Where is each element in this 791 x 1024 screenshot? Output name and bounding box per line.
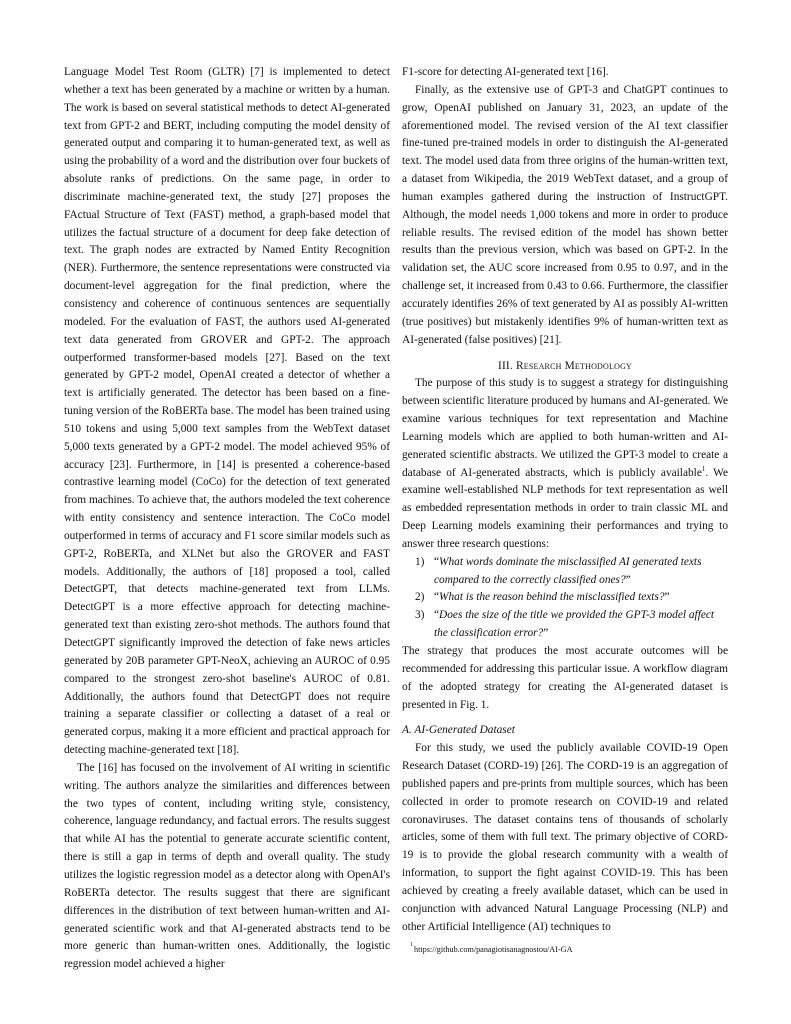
methodology-text: The purpose of this study is to suggest a strategy for distinguishing between scientific literature produced by humans and AI-generated. We examine various techniques for text representation and Machine Learning models which are applied to both human-written and AI-generated scientific abstracts. We utilized the GPT-3 model to create a database of AI-generated abstracts, which is publicly available (402, 377, 728, 479)
footnote-reference: 1 (701, 464, 706, 473)
right-paragraph-5: For this study, we used the publicly available COVID-19 Open Research Dataset (CORD-19) [26]. The CORD-19 is an aggregation of published papers and pre-prints from multiple sources, which has been collected in order to promote research on COVID-19 and related coronaviruses. The dataset contains tens of thousands of scholarly articles, some of them with full text. The primary objective of CORD-19 is to provide the global research community with a wealth of information, to support the fight against COVID-19. This has been achieved by creating a freely available dataset, which can be used in conjunction with advanced Natural Language Processing (NLP) and other Artificial Intelligence (AI) techniques to (402, 742, 728, 933)
section-heading (402, 358, 728, 376)
section-numeral: III. (497, 359, 513, 372)
methodology-text-end: . We examine well-established NLP methods for text representation as well as embedded representation methods in order to train classic ML and Deep Learning models examining their performances and trying to answer three research questions: (402, 466, 728, 550)
research-question: 2) “What is the reason behind the misclassified texts?” (415, 591, 670, 604)
research-question: 3) “Does the size of the title we provided the GPT-3 model affect the classification error?” (415, 609, 715, 640)
research-questions-list (402, 554, 728, 643)
right-column (402, 64, 728, 955)
subsection-heading: A. AI-Generated Dataset (402, 724, 515, 737)
left-column (64, 64, 390, 974)
right-paragraph-2: Finally, as the extensive use of GPT-3 and ChatGPT continues to grow, OpenAI published on January 31, 2023, an update of the aforementioned model. The revised version of the AI text classifier fine-tuned pre-trained models in order to distinguish the AI-generated text. The model used data from three origins of the human-written text, a dataset from Wikipedia, the 2019 WebText dataset, and a group of human examples gathered during the instruction of InstructGPT. Although, the model needs 1,000 tokens and more in order to produce reliable results. The revised edition of the model has shown better results than the previous version, which was based on GPT-2. In the validation set, the AUC score increased from 0.95 to 0.97, and in the challenge set, it increased from 0.43 to 0.66. Furthermore, the classifier accurately identifies 26% of text generated by AI as possibly AI-written (true positives) but mistakenly identifies 9% of human-written text as AI-generated (false positives) [21]. (402, 83, 728, 346)
left-paragraph-1: Language Model Test Room (GLTR) [7] is implemented to detect whether a text has been generated by a machine or written by a human. The work is based on several statistical methods to detect AI-generated text from GPT-2 and BERT, including computing the model density of generated output and comparing it to human-generated text, as well as using the probability of a word and the distribution over four buckets of absolute ranks of predictions. On the same page, in order to discriminate machine-generated text, the study [27] proposes the FActual Structure of Text (FAST) method, a graph-based model that utilizes the factual structure of a document for deep fake detection of text. The graph nodes are extracted by Named Entity Recognition (NER). Furthermore, the sentence representations were constructed via document-level aggregation for the final prediction, where the consistency and coherence of continuous sentences are sequentially modeled. For the evaluation of FAST, the authors used AI-generated text data generated from GROVER and GPT-2. The approach outperformed transformer-based models [27]. Based on the text generated by GPT-2 model, OpenAI created a detector of whether a text is artificially generated. The detector has been based on a fine-tuning version of the RoBERTa base. The model has been trained using 510 tokens and using 5,000 text samples from the WebText dataset 5,000 texts generated by a GPT-2 model. The model achieved 95% of accuracy [23]. Furthermore, in [14] is presented a coherence-based contrastive learning model (CoCo) for the detection of text generated from machines. To achieve that, the authors modeled the text coherence with entity consistency and sentence interaction. The CoCo model outperformed in terms of accuracy and F1 score similar models such as GPT-2, RoBERTa, and XLNet but also the GROVER and FAST models. Additionally, the authors of [18] proposed a tool, called DetectGPT, that detects machine-generated text from LLMs. DetectGPT is a more effective approach for detecting machine-generated text than existing zero-shot methods. The authors found that DetectGPT significantly improved the detection of fake news articles generated by 20B parameter GPT-NeoX, achieving an AUROC of 0.95 compared to the strongest zero-shot baseline's AUROC of 0.81. Additionally, the authors found that DetectGPT does not require training a separate classifier or collecting a dataset of a real or generated corpus, making it a more efficient and practical approach for detecting machine-generated text [18]. (64, 66, 390, 757)
footnote: 1 https://github.com/panagiotisanagnostou/AI-GA (410, 941, 573, 954)
footnote-link[interactable]: https://github.com/panagiotisanagnostou/AI-GA (414, 944, 573, 954)
section-title: Research Methodology (515, 359, 633, 372)
research-question: 1) “What words dominate the misclassified AI generated texts compared to the correctly classified ones?” (415, 555, 702, 586)
right-paragraph-3 (402, 375, 728, 553)
right-paragraph-4: The strategy that produces the most accurate outcomes will be recommended for addressing this particular issue. A workflow diagram of the adopted strategy for creating the AI-generated dataset is presented in Fig. 1. (402, 645, 728, 711)
left-paragraph-2: The [16] has focused on the involvement of AI writing in scientific writing. The authors analyze the similarities and differences between the two types of content, including writing style, consistency, coherence, language redundancy, and factual errors. The results suggest that while AI has the potential to generate accurate scientific content, there is still a gap in terms of depth and overall quality. The study utilizes the logistic regression model as a detector along with OpenAI's RoBERTa detector. The results suggest that there are significant differences in the distribution of text between human-written and AI-generated scientific work and that AI-generated abstracts tend to be more generic than human-written ones. Additionally, the logistic regression model achieved a higher (64, 761, 390, 971)
right-paragraph-1: F1-score for detecting AI-generated text [16]. (402, 66, 609, 78)
